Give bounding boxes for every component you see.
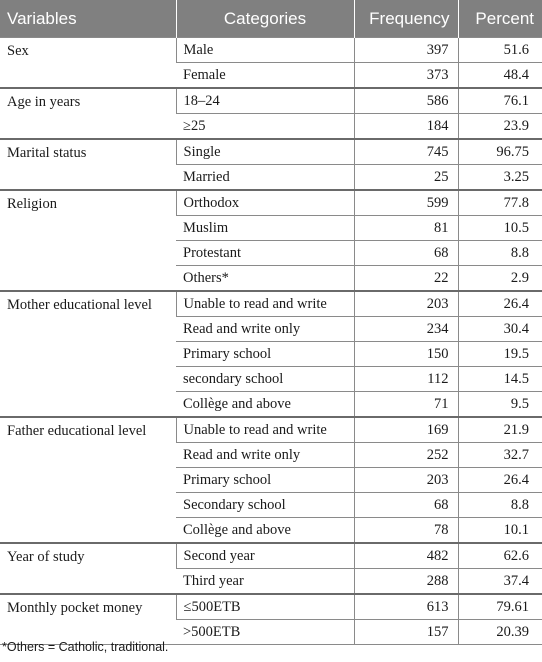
frequency-cell: 71: [354, 392, 458, 418]
percent-cell: 30.4: [458, 317, 542, 342]
percent-cell: 48.4: [458, 63, 542, 89]
table-row: [0, 139, 542, 165]
table-row: [0, 291, 542, 317]
frequency-cell: 745: [354, 139, 458, 165]
percent-cell: 9.5: [458, 392, 542, 418]
table-body: [0, 38, 542, 645]
percent-cell: 14.5: [458, 367, 542, 392]
frequency-cell: 203: [354, 468, 458, 493]
frequency-cell: 150: [354, 342, 458, 367]
table-row: [0, 190, 542, 216]
header-variables: Variables: [0, 0, 176, 38]
percent-cell: 10.5: [458, 216, 542, 241]
frequency-cell: 288: [354, 569, 458, 595]
percent-cell: 79.61: [458, 594, 542, 620]
variable-cell: Monthly pocket money: [0, 594, 176, 645]
category-cell: Unable to read and write: [176, 417, 354, 443]
percent-cell: 20.39: [458, 620, 542, 645]
category-cell: Single: [176, 139, 354, 165]
percent-cell: 76.1: [458, 88, 542, 114]
category-cell: Primary school: [176, 468, 354, 493]
frequency-cell: 157: [354, 620, 458, 645]
table-row: [0, 88, 542, 114]
frequency-cell: 22: [354, 266, 458, 292]
frequency-cell: 81: [354, 216, 458, 241]
percent-cell: 8.8: [458, 493, 542, 518]
percent-cell: 8.8: [458, 241, 542, 266]
frequency-cell: 184: [354, 114, 458, 140]
percent-cell: 26.4: [458, 291, 542, 317]
variable-cell: Sex: [0, 38, 176, 89]
header-categories: Categories: [176, 0, 354, 38]
variable-cell: Religion: [0, 190, 176, 291]
category-cell: Third year: [176, 569, 354, 595]
frequency-cell: 169: [354, 417, 458, 443]
percent-cell: 62.6: [458, 543, 542, 569]
frequency-cell: 203: [354, 291, 458, 317]
frequency-cell: 482: [354, 543, 458, 569]
frequency-cell: 586: [354, 88, 458, 114]
category-cell: Unable to read and write: [176, 291, 354, 317]
frequency-cell: 78: [354, 518, 458, 544]
frequency-cell: 613: [354, 594, 458, 620]
category-cell: 18–24: [176, 88, 354, 114]
category-cell: Protestant: [176, 241, 354, 266]
variable-cell: Mother educational level: [0, 291, 176, 417]
frequency-cell: 68: [354, 241, 458, 266]
percent-cell: 3.25: [458, 165, 542, 191]
table-row: [0, 543, 542, 569]
percent-cell: 21.9: [458, 417, 542, 443]
percent-cell: 26.4: [458, 468, 542, 493]
frequency-cell: 599: [354, 190, 458, 216]
category-cell: ≥25: [176, 114, 354, 140]
table-header: [0, 0, 542, 38]
category-cell: Primary school: [176, 342, 354, 367]
frequency-cell: 25: [354, 165, 458, 191]
percent-cell: 51.6: [458, 38, 542, 63]
table-row: [0, 38, 542, 63]
category-cell: secondary school: [176, 367, 354, 392]
category-cell: Second year: [176, 543, 354, 569]
category-cell: ≤500ETB: [176, 594, 354, 620]
variable-cell: Marital status: [0, 139, 176, 190]
header-row: [0, 0, 542, 38]
frequency-cell: 68: [354, 493, 458, 518]
category-cell: Muslim: [176, 216, 354, 241]
percent-cell: 2.9: [458, 266, 542, 292]
category-cell: Collège and above: [176, 392, 354, 418]
percent-cell: 96.75: [458, 139, 542, 165]
header-percent: Percent: [458, 0, 542, 38]
variable-cell: Age in years: [0, 88, 176, 139]
percent-cell: 77.8: [458, 190, 542, 216]
frequency-cell: 373: [354, 63, 458, 89]
variable-cell: Father educational level: [0, 417, 176, 543]
category-cell: Male: [176, 38, 354, 63]
percent-cell: 10.1: [458, 518, 542, 544]
table-footnote: *Others = Catholic, traditional.: [2, 640, 169, 654]
category-cell: Others*: [176, 266, 354, 292]
percent-cell: 32.7: [458, 443, 542, 468]
table-row: [0, 594, 542, 620]
percent-cell: 23.9: [458, 114, 542, 140]
percent-cell: 19.5: [458, 342, 542, 367]
variable-cell: Year of study: [0, 543, 176, 594]
header-frequency: Frequency: [354, 0, 458, 38]
category-cell: >500ETB: [176, 620, 354, 645]
percent-cell: 37.4: [458, 569, 542, 595]
frequency-cell: 234: [354, 317, 458, 342]
category-cell: Read and write only: [176, 443, 354, 468]
category-cell: Read and write only: [176, 317, 354, 342]
category-cell: Female: [176, 63, 354, 89]
frequency-cell: 397: [354, 38, 458, 63]
category-cell: Secondary school: [176, 493, 354, 518]
category-cell: Collège and above: [176, 518, 354, 544]
frequency-cell: 252: [354, 443, 458, 468]
table-row: [0, 417, 542, 443]
category-cell: Orthodox: [176, 190, 354, 216]
frequency-cell: 112: [354, 367, 458, 392]
category-cell: Married: [176, 165, 354, 191]
